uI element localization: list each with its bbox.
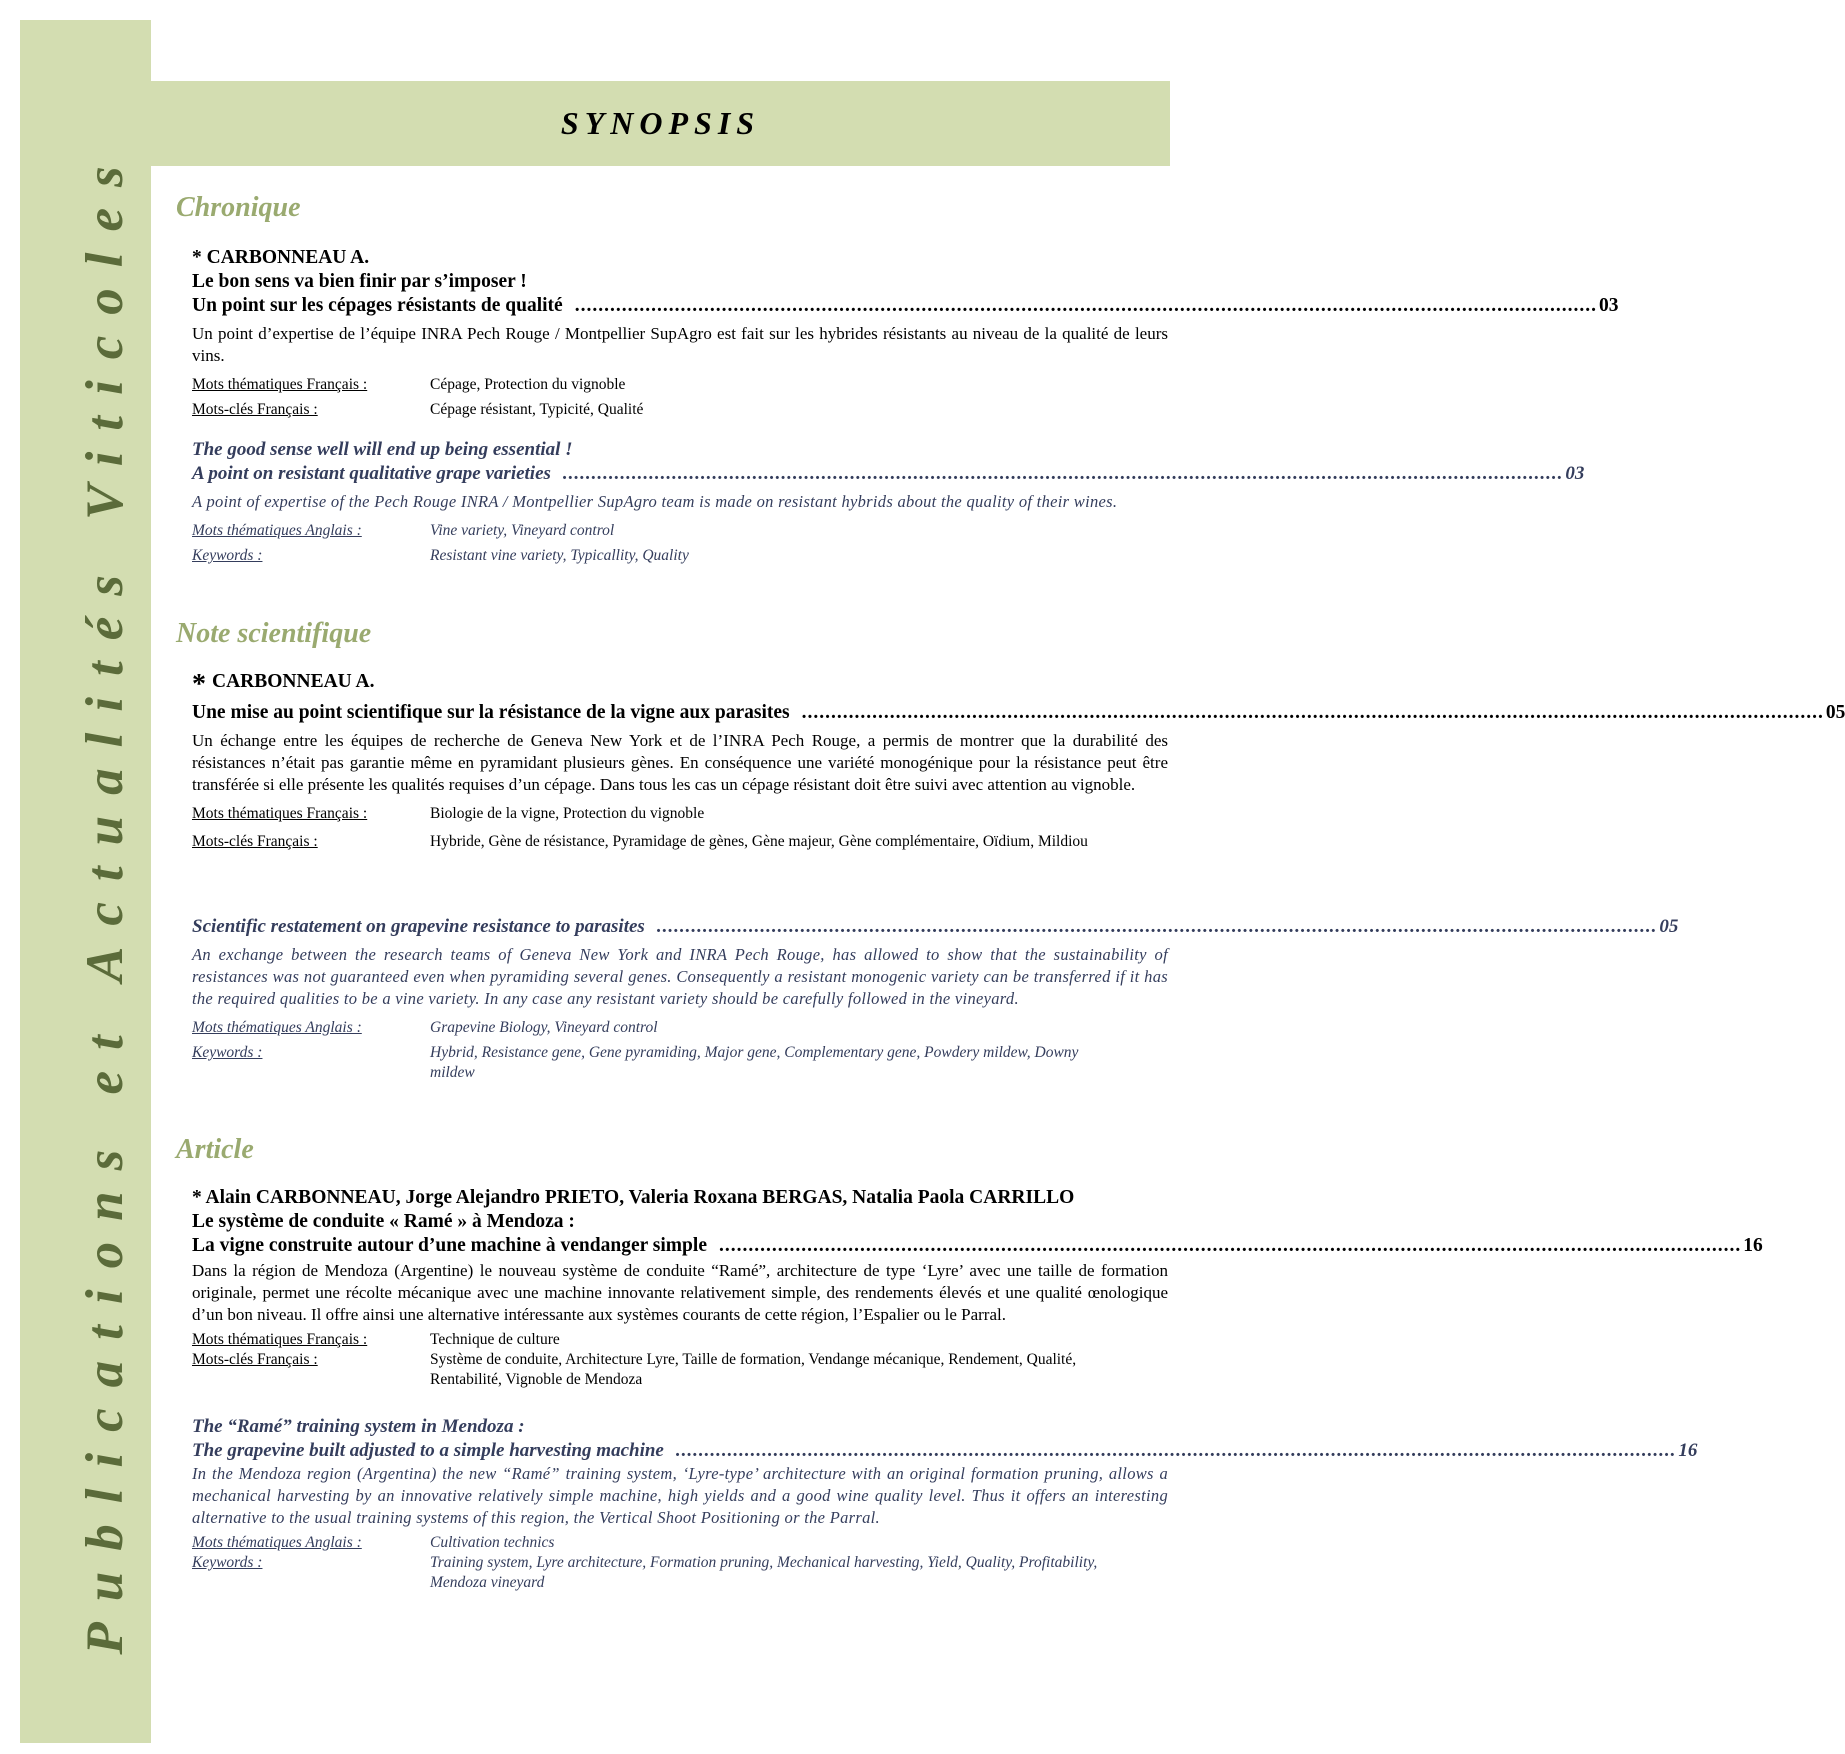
entry-title-line: The “Ramé” training system in Mendoza :: [192, 1416, 525, 1437]
keyword-label: Mots thématiques Français :: [192, 805, 368, 822]
keyword-label: Mots thématiques Français :: [192, 1331, 368, 1348]
section-heading-chronique: Chronique: [176, 192, 301, 223]
keyword-value: Training system, Lyre architecture, Formation pruning, Mechanical harvesting, Yield, Quality, Profitability, Mendoza vineyard: [430, 1554, 1098, 1591]
keyword-row: [192, 521, 1168, 541]
entry-abstract: Un échange entre les équipes de recherche de Geneva New York et de l’INRA Pech Rouge, a permis de montrer que la durabilité des résistances n’était pas garantie même en pyramidant plusieurs gènes. En conséquence une variété monogénique pour la résistance peut être transférée si elle présente les qualités requises d’un cépage. Dans tous les cas un cépage résistant doit être suivi avec attention au vignoble.: [192, 731, 1168, 794]
entry-title-line: La vigne construite autour d’une machine à vendanger simple: [192, 1235, 707, 1256]
page-number: 03: [1565, 463, 1585, 484]
entry-title-leader: [192, 1234, 1763, 1258]
entry-title-line: Scientific restatement on grapevine resistance to parasites: [192, 916, 645, 937]
entry-author: CARBONNEAU A.: [212, 671, 375, 692]
keyword-value: Biologie de la vigne, Protection du vignoble: [430, 805, 705, 822]
keyword-row: [192, 546, 1168, 566]
entry-article-fr: [192, 1186, 1763, 1390]
entry-chronique-fr: [192, 246, 1619, 420]
entry-title-line: Le système de conduite « Ramé » à Mendoza :: [192, 1211, 575, 1232]
entry-title-line: The good sense well will end up being essential !: [192, 439, 573, 460]
keyword-value: Système de conduite, Architecture Lyre, Taille de formation, Vendange mécanique, Rendement, Qualité, Rentabilité, Vignoble de Mendoza: [430, 1351, 1077, 1388]
keyword-row: [192, 375, 1168, 395]
dot-leader: ..............................................................................................................................................................................: [801, 702, 1824, 723]
keyword-label: Mots-clés Français :: [192, 401, 318, 418]
keyword-value: Resistant vine variety, Typicallity, Quality: [430, 547, 689, 564]
keyword-label: Mots thématiques Anglais :: [192, 1019, 362, 1036]
entry-author: * Alain CARBONNEAU, Jorge Alejandro PRIETO, Valeria Roxana BERGAS, Natalia Paola CARRILLO: [192, 1187, 1075, 1208]
entry-chronique-en: [192, 438, 1585, 566]
keyword-row: [192, 1350, 1168, 1390]
keyword-label: Keywords :: [192, 1044, 263, 1061]
keyword-row: [192, 1043, 1168, 1083]
page-number: 16: [1743, 1235, 1763, 1256]
keyword-label: Keywords :: [192, 547, 263, 564]
section-heading-article: Article: [176, 1134, 254, 1165]
keyword-label: Keywords :: [192, 1554, 263, 1571]
keyword-label: Mots-clés Français :: [192, 833, 318, 850]
keyword-row: [192, 400, 1168, 420]
entry-title-line: Une mise au point scientifique sur la résistance de la vigne aux parasites: [192, 702, 790, 723]
dot-leader: ..............................................................................................................................................................................: [718, 1235, 1742, 1256]
entry-title-line: Un point sur les cépages résistants de qualité: [192, 295, 563, 316]
keyword-label: Mots thématiques Anglais :: [192, 1534, 362, 1551]
keyword-value: Grapevine Biology, Vineyard control: [430, 1019, 658, 1036]
keyword-label: Mots-clés Français :: [192, 1351, 318, 1368]
keyword-value: Cultivation technics: [430, 1534, 555, 1551]
entry-title-leader: [192, 701, 1845, 725]
keyword-value: Technique de culture: [430, 1331, 560, 1348]
keyword-label: Mots thématiques Anglais :: [192, 522, 362, 539]
dot-leader: ..............................................................................................................................................................................: [656, 916, 1658, 937]
keyword-row: [192, 1018, 1168, 1038]
page-number: 05: [1659, 916, 1679, 937]
page-title: SYNOPSIS: [560, 105, 761, 141]
keyword-row: [192, 1533, 1168, 1553]
entry-title-line: A point on resistant qualitative grape varieties: [192, 463, 551, 484]
keyword-row: [192, 804, 1168, 824]
keyword-label: Mots thématiques Français :: [192, 376, 368, 393]
page-number: 03: [1598, 295, 1619, 316]
star-mark: *: [192, 669, 206, 700]
keyword-value: Vine variety, Vineyard control: [430, 522, 615, 539]
keyword-value: Hybrid, Resistance gene, Gene pyramiding, Major gene, Complementary gene, Powdery mildew, Downy mildew: [430, 1044, 1079, 1081]
entry-abstract: Dans la région de Mendoza (Argentine) le nouveau système de conduite “Ramé”, architecture de type ‘Lyre’ avec une taille de formation originale, permet une récolte mécanique avec une machine innovante relativement simple, des rendements élevés et une qualité œnologique d’un bon niveau. Il offre ainsi une alternative intéressante aux systèmes courants de cette région, l’Espalier ou le Parral.: [192, 1261, 1168, 1324]
keyword-value: Cépage, Protection du vignoble: [430, 376, 626, 393]
dot-leader: ..............................................................................................................................................................................: [562, 463, 1564, 484]
keyword-value: Cépage résistant, Typicité, Qualité: [430, 401, 644, 418]
entry-title-line: Le bon sens va bien finir par s’imposer !: [192, 271, 527, 292]
sidebar-title: Publications et Actualités Viticoles: [76, 145, 134, 1655]
entry-title-line: The grapevine built adjusted to a simple harvesting machine: [192, 1440, 664, 1461]
page-number: 05: [1825, 702, 1845, 723]
entry-article-en: [192, 1415, 1698, 1593]
keyword-row: [192, 829, 1168, 854]
entry-author: * CARBONNEAU A.: [192, 247, 370, 268]
entry-abstract: A point of expertise of the Pech Rouge INRA / Montpellier SupAgro team is made on resistant hybrids about the quality of their wines.: [192, 492, 1118, 511]
entry-abstract: In the Mendoza region (Argentina) the new “Ramé” training system, ‘Lyre-type’ architecture with an original formation pruning, allows a mechanical harvesting by an innovative relatively simple machine, high yields and a good wine quality level. Thus it offers an interesting alternative to the usual training systems of this region, the Vertical Shoot Positioning or the Parral.: [192, 1464, 1168, 1527]
entry-note-en: [192, 915, 1679, 1083]
dot-leader: ..............................................................................................................................................................................: [675, 1440, 1677, 1461]
section-heading-note: Note scientifique: [176, 618, 372, 649]
dot-leader: ..............................................................................................................................................................................: [574, 295, 1597, 316]
entry-author-line: [192, 669, 1168, 700]
entry-title-leader: [192, 294, 1619, 318]
page-number: 16: [1678, 1440, 1698, 1461]
entry-title-leader: [192, 915, 1679, 939]
keyword-row: [192, 1553, 1168, 1593]
entry-note-fr: [192, 669, 1845, 854]
entry-abstract: An exchange between the research teams of Geneva New York and INRA Pech Rouge, has allowed to show that the sustainability of resistances was not guaranteed even when pyramiding several genes. Consequently a resistant monogenic variety can be transferred if it has the required qualities to be a vine variety. In any case any resistant variety should be carefully followed in the vineyard.: [192, 945, 1168, 1008]
entry-title-leader: [192, 1439, 1698, 1463]
entry-abstract: Un point d’expertise de l’équipe INRA Pech Rouge / Montpellier SupAgro est fait sur les hybrides résistants au niveau de la qualité de leurs vins.: [192, 324, 1168, 365]
keyword-row: [192, 1330, 1168, 1350]
keyword-value: Hybride, Gène de résistance, Pyramidage de gènes, Gène majeur, Gène complémentaire, Oïdium, Mildiou: [430, 833, 1088, 850]
entry-title-leader: [192, 462, 1585, 486]
